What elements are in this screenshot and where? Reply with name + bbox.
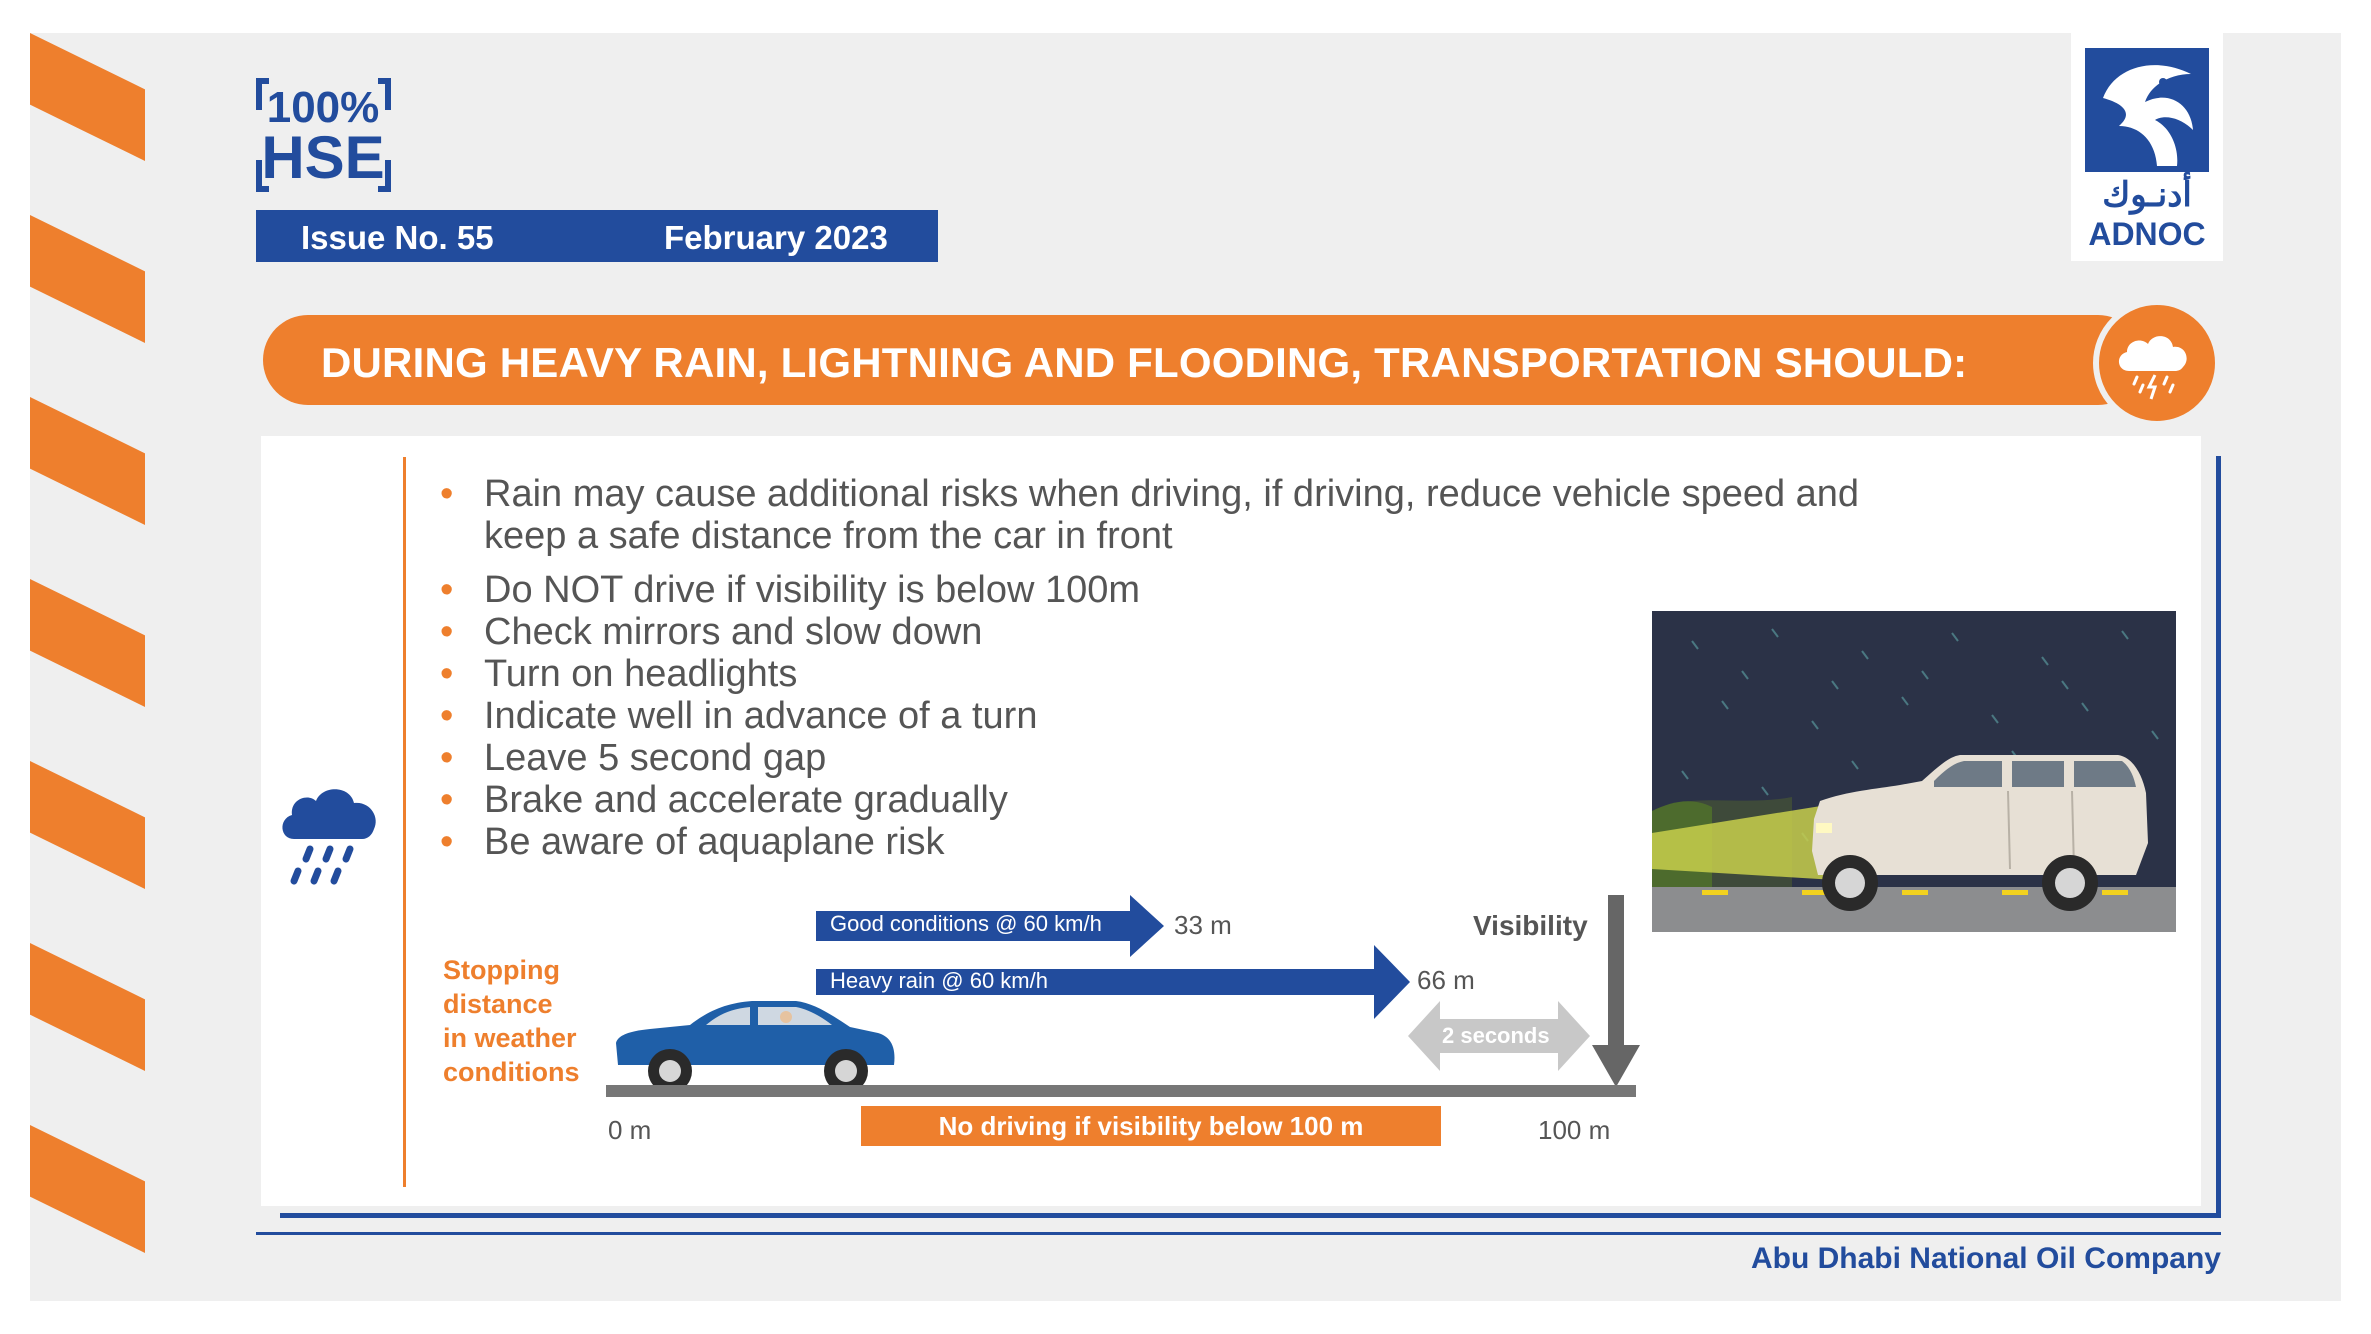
issue-number: Issue No. 55	[301, 219, 494, 256]
adnoc-arabic-name: أدنـوك	[2102, 176, 2192, 214]
hazard-stripe	[30, 1125, 145, 1253]
list-item: • Check mirrors and slow down	[440, 611, 1920, 653]
list-item: • Turn on headlights	[440, 653, 1920, 695]
no-driving-warning: No driving if visibility below 100 m	[861, 1106, 1441, 1146]
storm-badge	[2093, 299, 2221, 427]
hazard-stripe	[30, 397, 145, 525]
hazard-stripe	[30, 33, 145, 161]
visibility-label: Visibility	[1473, 910, 1588, 941]
list-item: • Indicate well in advance of a turn	[440, 695, 1920, 737]
panel-border	[280, 1213, 2221, 1218]
list-item: • Do NOT drive if visibility is below 100m	[440, 569, 1920, 611]
start-distance: 0 m	[608, 1115, 652, 1145]
hazard-stripe	[30, 761, 145, 889]
good-conditions-label: Good conditions @ 60 km/h	[830, 911, 1102, 936]
list-item: • Rain may cause additional risks when driving, if driving, reduce vehicle speed and keep a safe distance from the car in front	[440, 473, 1920, 557]
adnoc-logo	[2071, 33, 2223, 261]
panel-border	[2216, 456, 2221, 1218]
good-conditions-distance: 33 m	[1174, 910, 1232, 940]
list-item: • Leave 5 second gap	[440, 737, 1920, 779]
heavy-rain-distance: 66 m	[1417, 965, 1475, 995]
suv-in-rain-illustration	[1652, 611, 2176, 932]
heavy-rain-label: Heavy rain @ 60 km/h	[830, 968, 1048, 993]
list-item: • Be aware of aquaplane risk	[440, 821, 1920, 863]
hazard-stripe	[30, 215, 145, 343]
sedan-car-illustration	[610, 995, 900, 1095]
stopping-distance-diagram	[440, 895, 1660, 1160]
two-second-gap-label: 2 seconds	[1442, 1023, 1550, 1048]
hse-logo-percent: 100%	[266, 83, 380, 132]
hse-logo	[255, 78, 392, 193]
visibility-down-arrow	[1592, 895, 1640, 1087]
stopping-distance-heading: Stopping distance in weather conditions	[443, 955, 580, 1087]
rain-cloud-icon	[276, 767, 386, 892]
hazard-stripe	[30, 943, 145, 1071]
hse-logo-text: HSE	[261, 124, 385, 191]
footer-rule	[256, 1232, 2221, 1235]
hazard-stripe	[30, 579, 145, 707]
end-distance: 100 m	[1538, 1115, 1611, 1145]
issue-bar	[256, 210, 938, 262]
divider-line	[403, 457, 406, 1187]
adnoc-name: ADNOC	[2088, 216, 2206, 252]
list-item: • Brake and accelerate gradually	[440, 779, 1920, 821]
storm-cloud-icon	[2099, 305, 2215, 421]
issue-date: February 2023	[664, 219, 888, 256]
headline-banner	[263, 315, 2143, 405]
falcon-logo-icon	[2085, 48, 2209, 172]
company-name: Abu Dhabi National Oil Company	[1750, 1242, 2221, 1275]
road-line	[606, 1085, 1636, 1097]
headline-title: DURING HEAVY RAIN, LIGHTNING AND FLOODING, TRANSPORTATION SHOULD:	[321, 339, 1968, 386]
